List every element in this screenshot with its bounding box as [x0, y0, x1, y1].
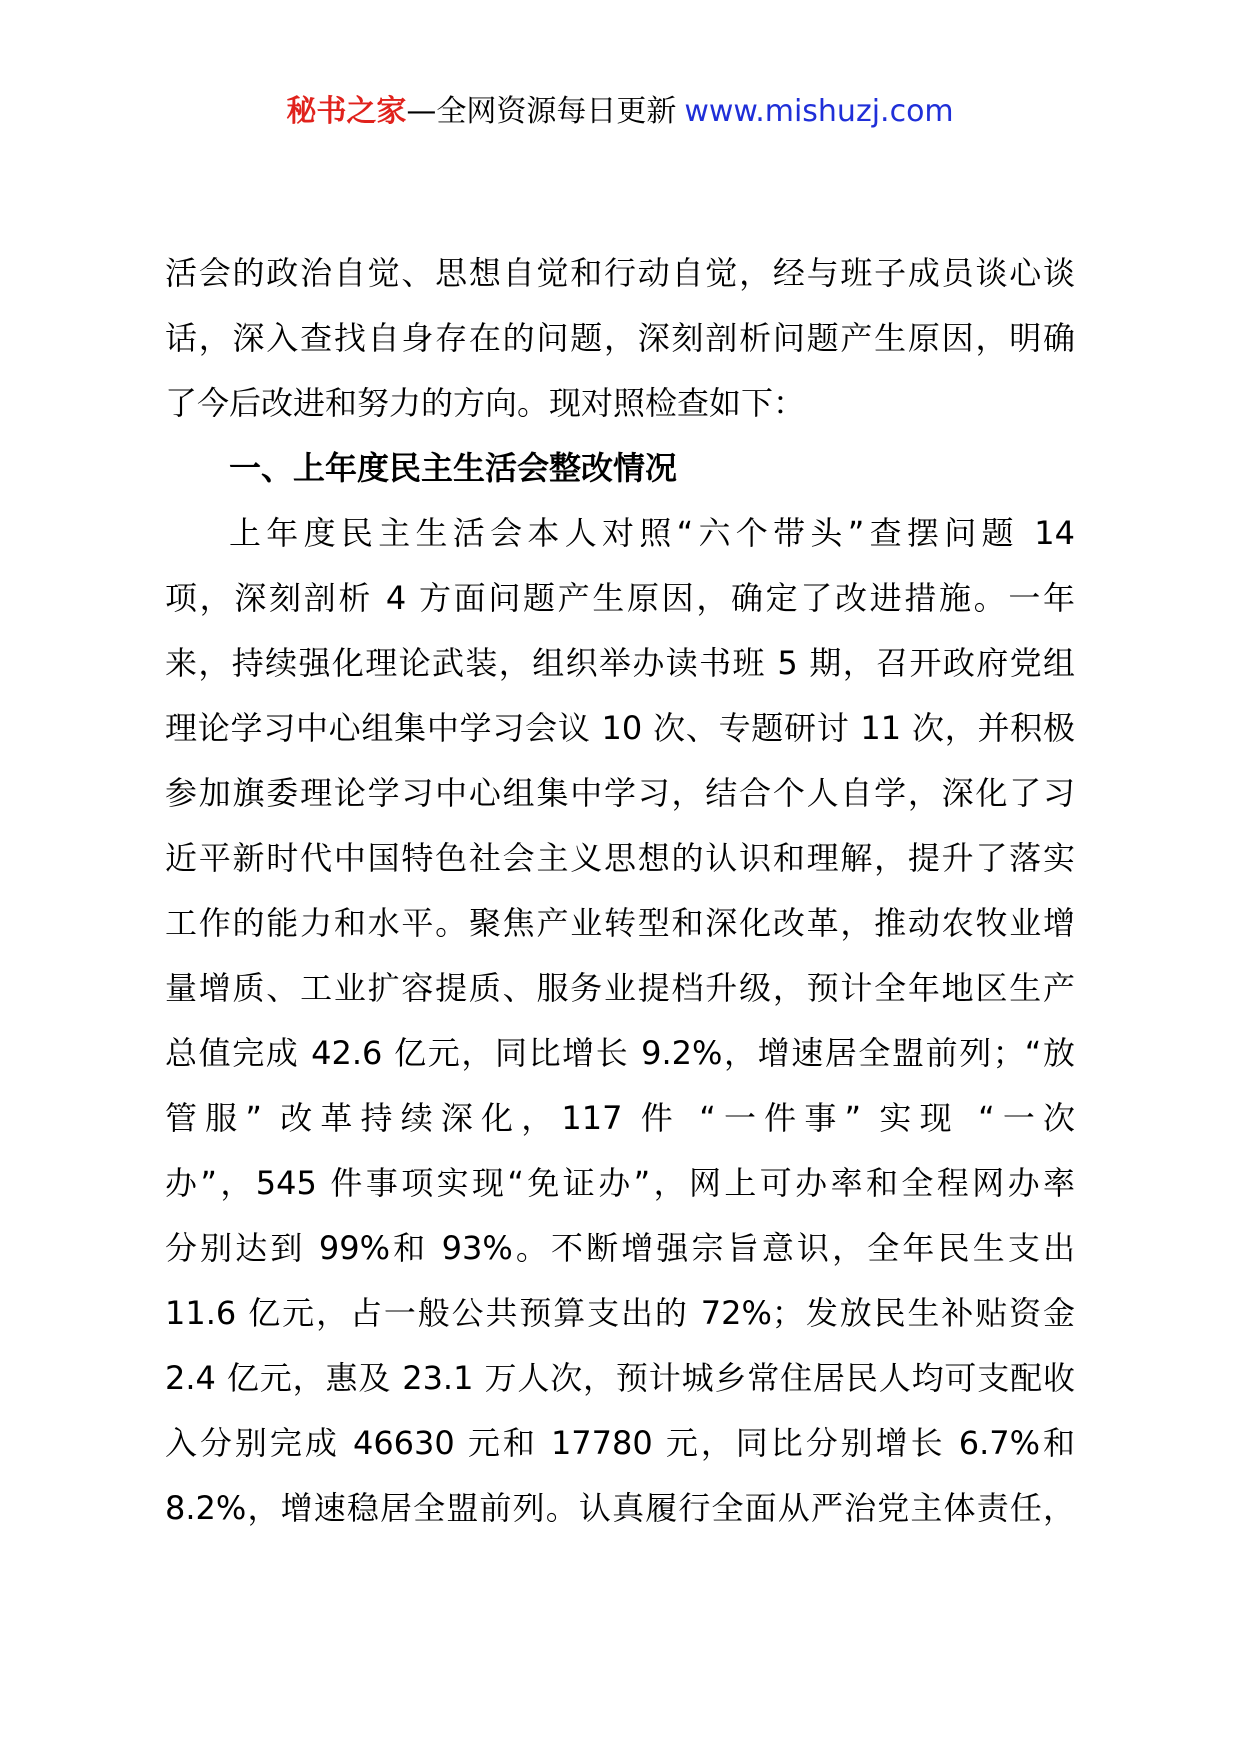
paragraph-line: 办”，545 件事项实现“免证办”，网上可办率和全程网办率 — [165, 1164, 1075, 1202]
body-line: 了今后改进和努力的方向。现对照检查如下： — [165, 384, 806, 422]
body-line: 话，深入查找自身存在的问题，深刻剖析问题产生原因，明确 — [165, 319, 1075, 357]
document-body — [165, 241, 1075, 1541]
paragraph-line: 上年度民主生活会本人对照“六个带头”查摆问题 14 — [229, 514, 1075, 552]
paragraph-line: 总值完成 42.6 亿元，同比增长 9.2%，增速居全盟前列；“放 — [165, 1034, 1075, 1072]
paragraph-line: 理论学习中心组集中学习会议 10 次、专题研讨 11 次，并积极 — [165, 709, 1075, 747]
paragraph-line: 近平新时代中国特色社会主义思想的认识和理解，提升了落实 — [165, 839, 1075, 877]
paragraph-line: 项，深刻剖析 4 方面问题产生原因，确定了改进措施。一年 — [165, 579, 1075, 617]
paragraph-line: 参加旗委理论学习中心组集中学习，结合个人自学，深化了习 — [165, 774, 1075, 812]
paragraph-line: 管服” 改革持续深化，117 件 “一件事” 实现 “一次 — [165, 1099, 1075, 1137]
paragraph-line: 8.2%，增速稳居全盟前列。认真履行全面从严治党主体责任， — [165, 1489, 1075, 1527]
paragraph-line: 来，持续强化理论武装，组织举办读书班 5 期，召开政府党组 — [165, 644, 1075, 682]
page-header — [0, 92, 1240, 132]
header-tagline: —全网资源每日更新 — [406, 94, 677, 129]
body-line: 活会的政治自觉、思想自觉和行动自觉，经与班子成员谈心谈 — [165, 254, 1075, 292]
site-url-link[interactable]: www.mishuzj.com — [684, 94, 954, 129]
paragraph-line: 工作的能力和水平。聚焦产业转型和深化改革，推动农牧业增 — [165, 904, 1075, 942]
paragraph-line: 分别达到 99%和 93%。不断增强宗旨意识，全年民生支出 — [165, 1229, 1075, 1267]
paragraph-line: 量增质、工业扩容提质、服务业提档升级，预计全年地区生产 — [165, 969, 1075, 1007]
paragraph-line: 2.4 亿元，惠及 23.1 万人次，预计城乡常住居民人均可支配收 — [165, 1359, 1075, 1397]
brand-name: 秘书之家 — [286, 94, 407, 129]
paragraph-line: 11.6 亿元，占一般公共预算支出的 72%；发放民生补贴资金 — [165, 1294, 1075, 1332]
paragraph-line: 入分别完成 46630 元和 17780 元，同比分别增长 6.7%和 — [165, 1424, 1075, 1462]
section-heading: 一、上年度民主生活会整改情况 — [229, 449, 678, 487]
